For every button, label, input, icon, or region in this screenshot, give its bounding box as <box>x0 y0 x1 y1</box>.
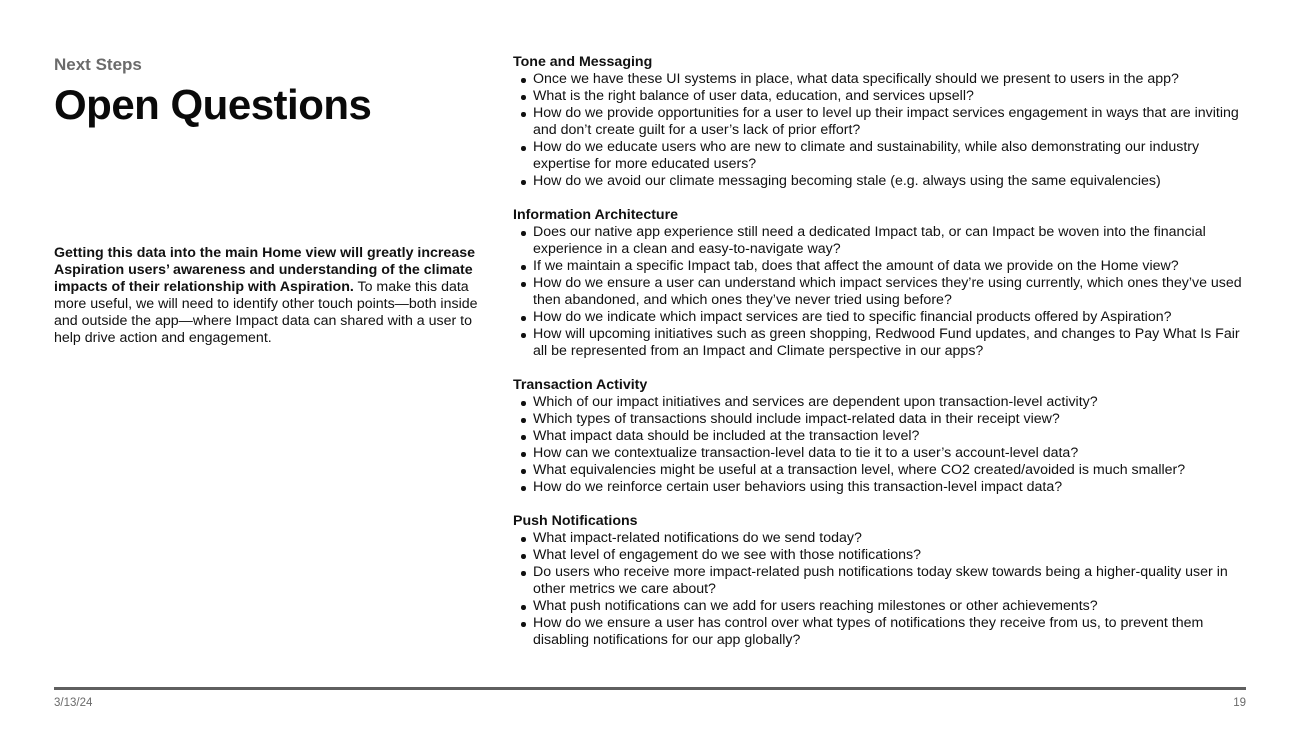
section-heading: Push Notifications <box>513 513 638 529</box>
question-item: What is the right balance of user data, education, and services upsell? <box>533 88 1253 105</box>
section-information-architecture <box>513 207 1253 360</box>
lead-paragraph <box>54 245 479 347</box>
title-block <box>54 54 479 130</box>
page-number: 19 <box>1233 697 1246 709</box>
lead-bold-text: Getting this data into the main Home view will greatly increase Aspiration users’ awareness and understanding of the climate impacts of their relationship with Aspiration. <box>54 245 475 295</box>
section-transaction-activity <box>513 377 1253 496</box>
question-list <box>513 530 1253 649</box>
question-item: How do we reinforce certain user behaviors using this transaction-level impact data? <box>533 479 1253 496</box>
question-item: Do users who receive more impact-related push notifications today skew towards being a higher-quality user in other metrics we care about? <box>533 564 1253 598</box>
question-list <box>513 71 1253 190</box>
question-item: How do we ensure a user has control over what types of notifications they receive from us, to prevent them disabling notifications for our app globally? <box>533 615 1253 649</box>
question-item: How do we indicate which impact services are tied to specific financial products offered by Aspiration? <box>533 309 1253 326</box>
question-item: What level of engagement do we see with those notifications? <box>533 547 1253 564</box>
question-item: What impact-related notifications do we send today? <box>533 530 1253 547</box>
question-item: How do we educate users who are new to climate and sustainability, while also demonstrating our industry expertise for more educated users? <box>533 139 1253 173</box>
section-eyebrow: Next Steps <box>54 55 142 74</box>
footer-divider <box>54 687 1246 690</box>
question-list <box>513 394 1253 496</box>
question-item: What push notifications can we add for users reaching milestones or other achievements? <box>533 598 1253 615</box>
footer-date: 3/13/24 <box>54 697 93 709</box>
section-heading: Information Architecture <box>513 207 679 223</box>
section-tone-messaging <box>513 54 1253 190</box>
question-item: How do we avoid our climate messaging becoming stale (e.g. always using the same equivalencies) <box>533 173 1253 190</box>
question-item: How do we ensure a user can understand which impact services they’re using currently, which ones they’ve used then abandoned, and which ones they’ve never tried using before? <box>533 275 1253 309</box>
question-item: Which types of transactions should include impact-related data in their receipt view? <box>533 411 1253 428</box>
question-list <box>513 224 1253 360</box>
section-push-notifications <box>513 513 1253 649</box>
question-item: How do we provide opportunities for a user to level up their impact services engagement in ways that are inviting and don’t create guilt for a user’s lack of prior effort? <box>533 105 1253 139</box>
question-item: If we maintain a specific Impact tab, does that affect the amount of data we provide on the Home view? <box>533 258 1253 275</box>
question-item: How will upcoming initiatives such as green shopping, Redwood Fund updates, and changes to Pay What Is Fair all be represented from an Impact and Climate perspective in our apps? <box>533 326 1253 360</box>
section-heading: Tone and Messaging <box>513 54 653 70</box>
question-item: Which of our impact initiatives and services are dependent upon transaction-level activity? <box>533 394 1253 411</box>
question-item: What impact data should be included at the transaction level? <box>533 428 1253 445</box>
question-item: What equivalencies might be useful at a transaction level, where CO2 created/avoided is much smaller? <box>533 462 1253 479</box>
page-title: Open Questions <box>54 81 372 128</box>
lead-body-text: To make this data more useful, we will need to identify other touch points—both inside and outside the app—where Impact data can shared with a user to help drive action and engagement. <box>54 279 478 346</box>
question-item: How can we contextualize transaction-level data to tie it to a user’s account-level data? <box>533 445 1253 462</box>
questions-column <box>513 54 1253 666</box>
section-heading: Transaction Activity <box>513 377 648 393</box>
question-item: Once we have these UI systems in place, what data specifically should we present to users in the app? <box>533 71 1253 88</box>
question-item: Does our native app experience still need a dedicated Impact tab, or can Impact be woven into the financial experience in a clean and easy-to-navigate way? <box>533 224 1253 258</box>
